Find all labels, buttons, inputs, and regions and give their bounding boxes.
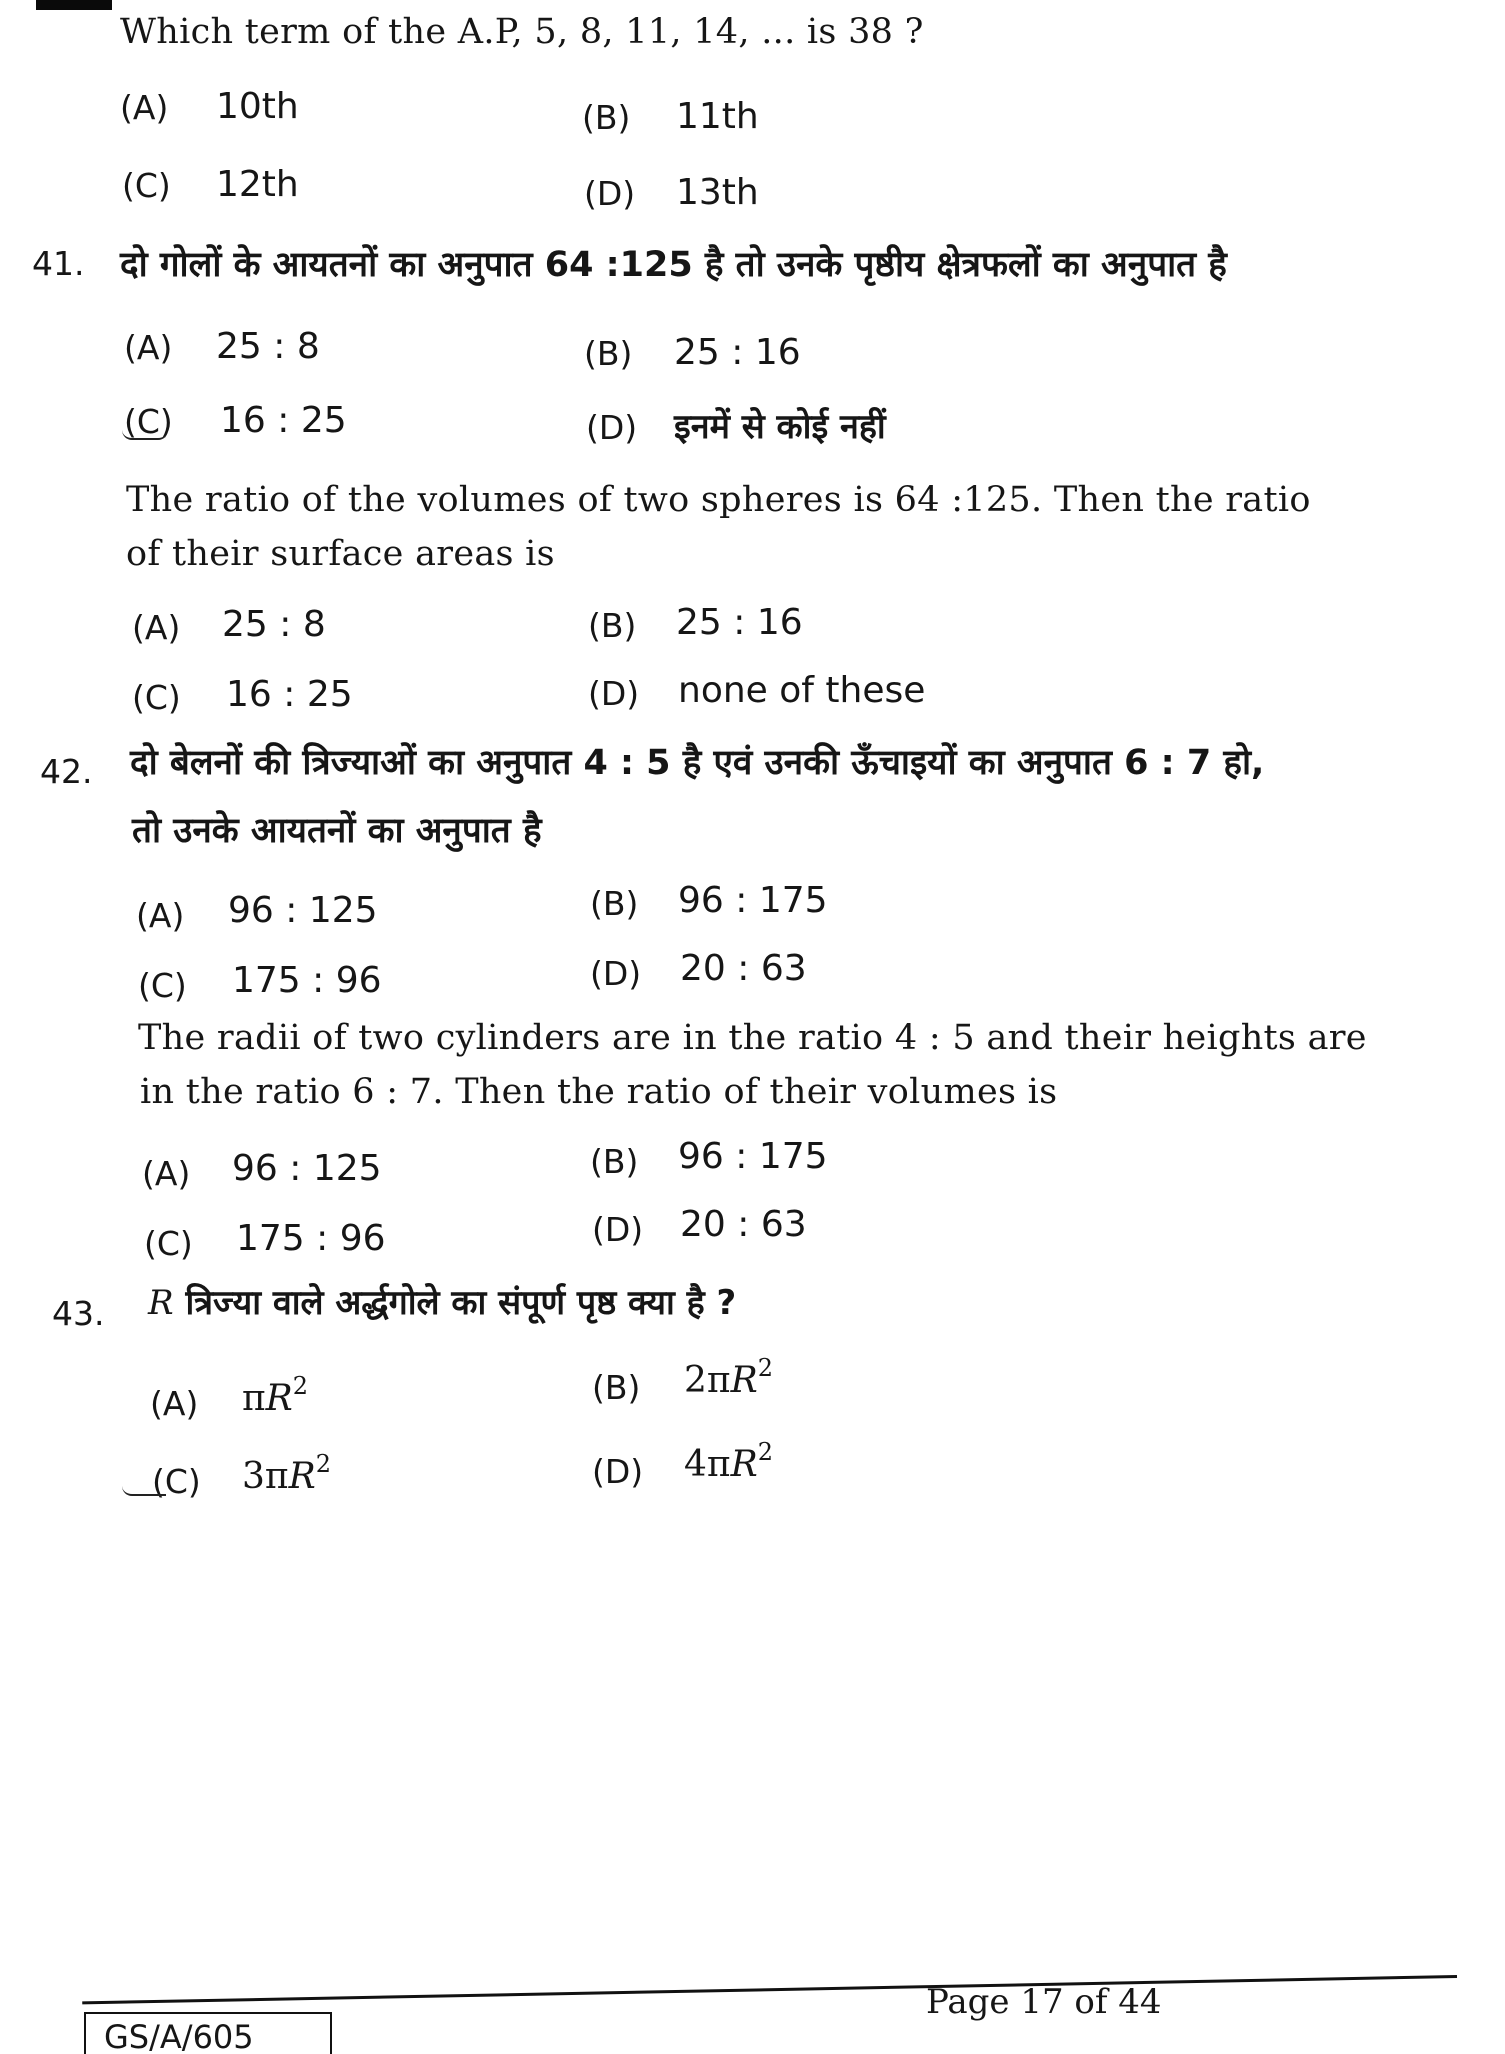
option-value-d: 20 : 63: [680, 948, 807, 989]
page-number: Page 17 of 44: [926, 1982, 1162, 2022]
question-text-english-line2: of their surface areas is: [126, 534, 555, 574]
answer-tick-mark: [122, 1478, 166, 1496]
option-label-d: (D): [584, 174, 636, 213]
paper-code-box: [84, 2012, 332, 2054]
question-text-english-line2: in the ratio 6 : 7. Then the ratio of their volumes is: [140, 1072, 1058, 1112]
option-label-b: (B): [592, 1368, 641, 1407]
option-value-d: 20 : 63: [680, 1204, 807, 1245]
option-value-b: 96 : 175: [678, 880, 828, 921]
answer-tick-mark: [122, 420, 168, 440]
question-text-hindi: [148, 1278, 736, 1324]
option-label-b: (B): [588, 606, 637, 645]
option-value-c: 175 : 96: [236, 1218, 386, 1259]
option-value-b: 25 : 16: [676, 602, 803, 643]
option-label-d: (D): [592, 1210, 644, 1249]
scan-mark: [36, 0, 112, 10]
option-label-d: (D): [590, 954, 642, 993]
option-label-a: (A): [124, 328, 173, 367]
option-value-a: 96 : 125: [232, 1148, 382, 1189]
option-value-c: 12th: [216, 164, 299, 205]
option-label-c: (C): [138, 966, 187, 1005]
option-value-a: 10th: [216, 86, 299, 127]
option-value-b: 25 : 16: [674, 332, 801, 373]
option-label-c: (C): [124, 402, 173, 441]
option-label-b: (B): [590, 884, 639, 923]
question-number: 41.: [32, 244, 85, 283]
option-value-b: 96 : 175: [678, 1136, 828, 1177]
option-label-a: (A): [136, 896, 185, 935]
option-label-d: (D): [592, 1452, 644, 1491]
option-label-b: (B): [584, 334, 633, 373]
option-label-c: (C): [152, 1462, 201, 1501]
option-label-c: (C): [144, 1224, 193, 1263]
option-label-c: (C): [122, 166, 171, 205]
option-value-c: 175 : 96: [232, 960, 382, 1001]
option-value-a: 96 : 125: [228, 890, 378, 931]
option-label-b: (B): [582, 98, 631, 137]
option-label-b: (B): [590, 1142, 639, 1181]
question-text-hindi-line2: तो उनके आयतनों का अनुपात है: [132, 811, 542, 851]
question-text-english-line1: The radii of two cylinders are in the ratio 4 : 5 and their heights are: [138, 1018, 1367, 1058]
option-value-c: 16 : 25: [226, 674, 353, 715]
option-value-c: $3\pi R^2$: [242, 1450, 331, 1497]
option-label-d: (D): [588, 674, 640, 713]
question-text-english-line1: The ratio of the volumes of two spheres is 64 :125. Then the ratio: [126, 480, 1311, 520]
variable-r: R: [148, 1283, 174, 1323]
question-number: 43.: [52, 1294, 105, 1333]
option-label-d: (D): [586, 408, 638, 447]
option-value-d: none of these: [678, 670, 926, 711]
footer-divider: [82, 1975, 1457, 2004]
option-value-b: 11th: [676, 96, 759, 137]
question-text: Which term of the A.P, 5, 8, 11, 14, ... is 38 ?: [120, 12, 924, 52]
option-label-c: (C): [132, 678, 181, 717]
option-value-c: 16 : 25: [220, 400, 347, 441]
option-value-a: $\pi R^2$: [242, 1372, 309, 1419]
option-value-d: इनमें से कोई नहीं: [674, 407, 886, 447]
question-number: 42.: [40, 752, 93, 791]
option-value-a: 25 : 8: [216, 326, 320, 367]
option-value-d: $4\pi R^2$: [684, 1438, 773, 1485]
question-text-hindi-line1: दो बेलनों की त्रिज्याओं का अनुपात 4 : 5 है एवं उनकी ऊँचाइयों का अनुपात 6 : 7 हो,: [130, 743, 1265, 783]
option-label-a: (A): [142, 1154, 191, 1193]
paper-code: GS/A/605: [104, 2018, 254, 2054]
option-label-a: (A): [150, 1384, 199, 1423]
option-label-a: (A): [132, 608, 181, 647]
option-value-b: $2\pi R^2$: [684, 1354, 773, 1401]
question-text-body: त्रिज्या वाले अर्द्धगोले का संपूर्ण पृष्ठ क्या है ?: [185, 1283, 737, 1323]
question-text-hindi: दो गोलों के आयतनों का अनुपात 64 :125 है तो उनके पृष्ठीय क्षेत्रफलों का अनुपात है: [120, 245, 1227, 285]
option-value-a: 25 : 8: [222, 604, 326, 645]
option-label-a: (A): [120, 88, 169, 127]
option-value-d: 13th: [676, 172, 759, 213]
